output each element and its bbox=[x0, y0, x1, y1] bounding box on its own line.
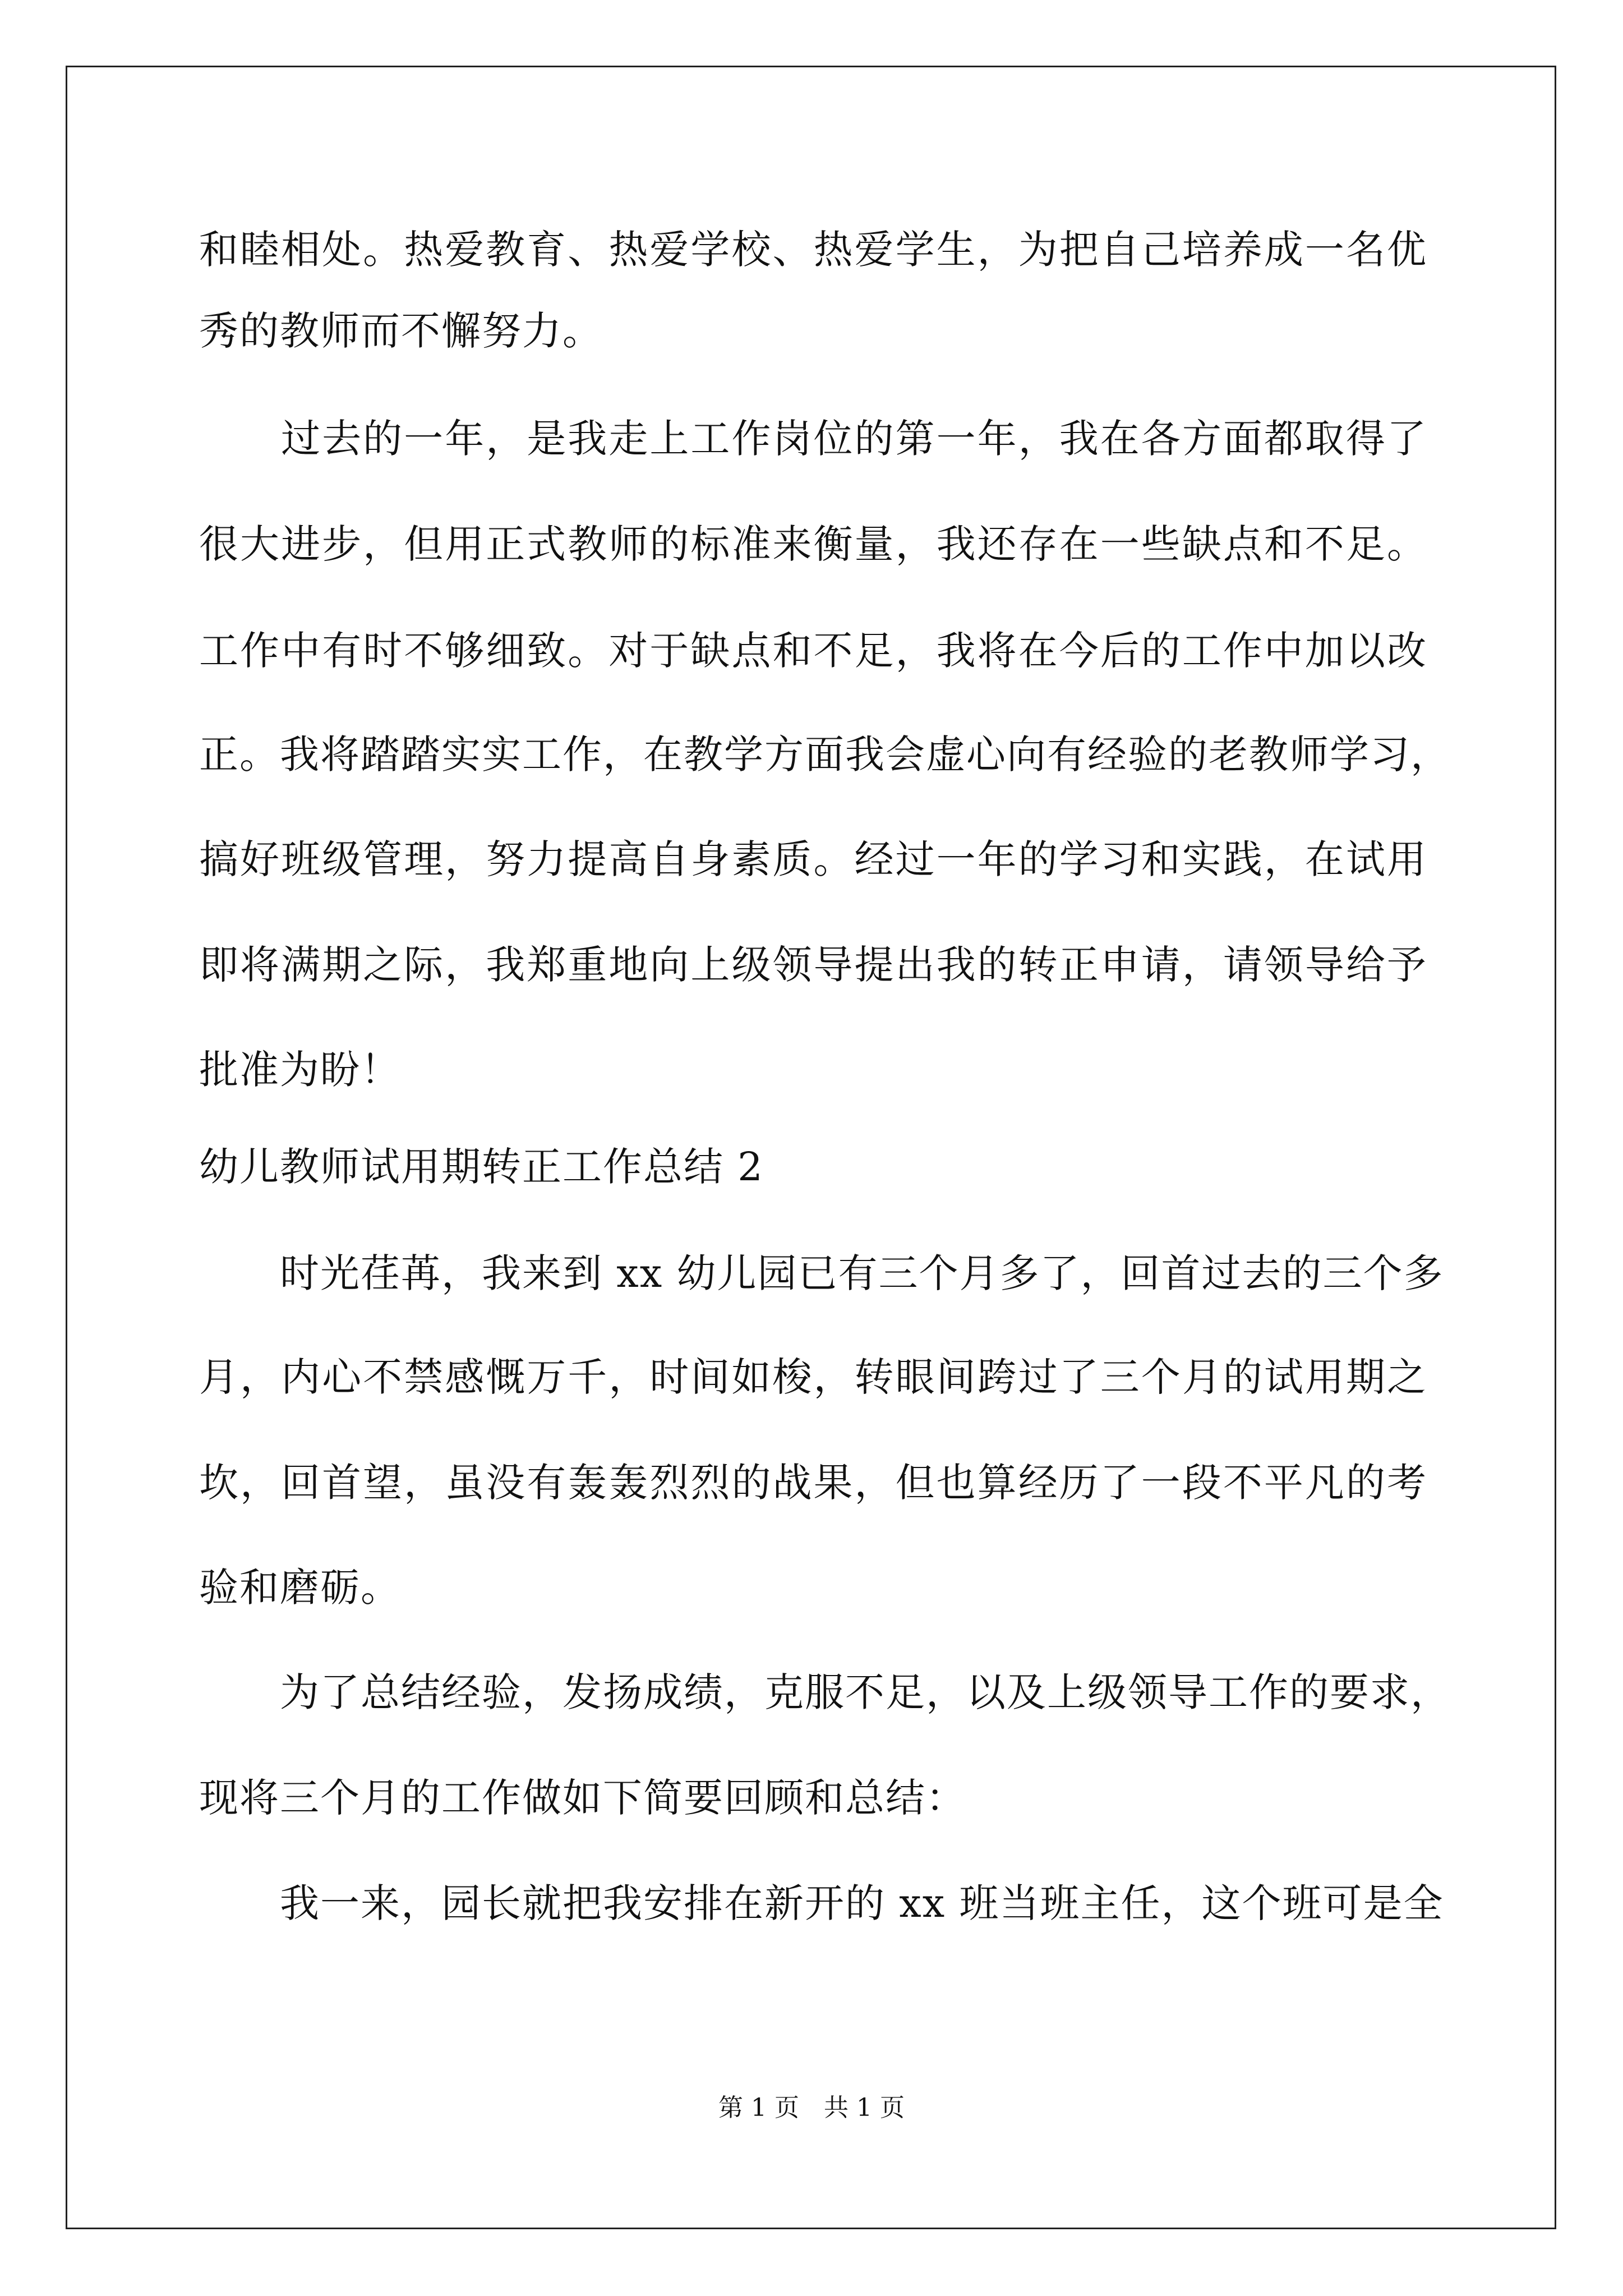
text-line: 和睦相处。热爱教育、热爱学校、热爱学生，为把自己培养成一名优 bbox=[199, 227, 1427, 273]
text-line: 正。我将踏踏实实工作，在教学方面我会虚心向有经验的老教师学习， bbox=[199, 731, 1451, 777]
text-line: 我一来，园长就把我安排在新开的 xx 班当班主任，这个班可是全 bbox=[199, 1880, 1444, 1926]
text-line: 过去的一年，是我走上工作岗位的第一年，我在各方面都取得了 bbox=[199, 416, 1427, 462]
text-line: 坎，回首望，虽没有轰轰烈烈的战果，但也算经历了一段不平凡的考 bbox=[199, 1460, 1427, 1506]
text-line: 月，内心不禁感慨万千，时间如梭，转眼间跨过了三个月的试用期之 bbox=[199, 1354, 1427, 1400]
text-line: 很大进步，但用正式教师的标准来衡量，我还存在一些缺点和不足。 bbox=[199, 521, 1427, 567]
text-line: 即将满期之际，我郑重地向上级领导提出我的转正申请，请领导给予 bbox=[199, 942, 1427, 988]
text-line: 时光荏苒，我来到 xx 幼儿园已有三个月多了，回首过去的三个多 bbox=[199, 1250, 1444, 1296]
section-heading: 幼儿教师试用期转正工作总结 2 bbox=[199, 1144, 764, 1190]
text-line: 秀的教师而不懈努力。 bbox=[199, 308, 603, 354]
text-line: 工作中有时不够细致。对于缺点和不足，我将在今后的工作中加以改 bbox=[199, 628, 1427, 674]
text-line: 为了总结经验，发扬成绩，克服不足，以及上级领导工作的要求， bbox=[199, 1669, 1451, 1715]
page-number-footer: 第 1 页 共 1 页 bbox=[718, 2093, 905, 2122]
text-line: 搞好班级管理，努力提高自身素质。经过一年的学习和实践，在试用 bbox=[199, 836, 1427, 882]
text-line: 验和磨砺。 bbox=[199, 1565, 401, 1611]
text-line: 现将三个月的工作做如下简要回顾和总结： bbox=[199, 1775, 966, 1821]
text-line: 批准为盼！ bbox=[199, 1047, 401, 1093]
